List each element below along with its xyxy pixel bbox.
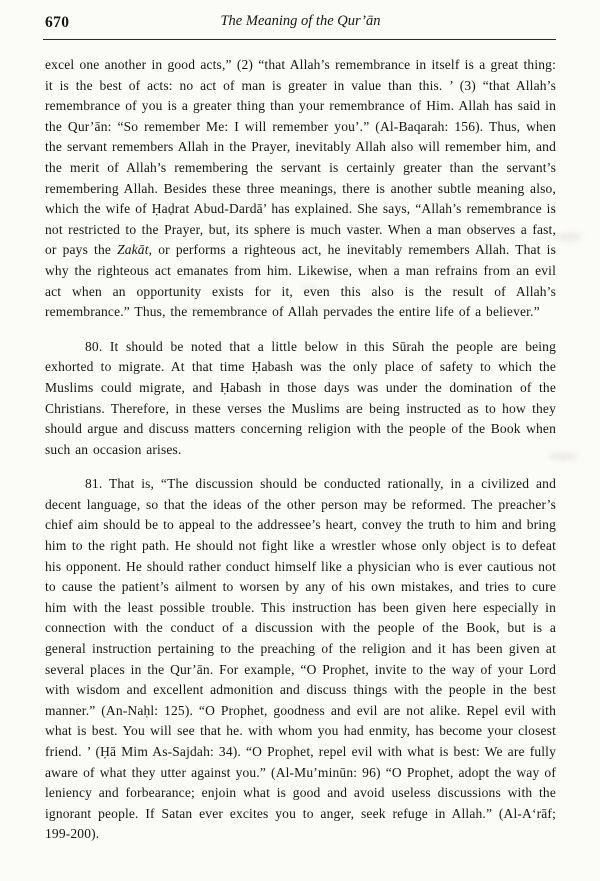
text-run: 81. That is, “The discussion should be conducted rationally, in a civilized and decent language, so that the ideas of the other person may be reformed. The preacher’s chief aim should be to appeal to the addressee’s heart, convey the truth to him and bring him to the right path. He should not fight like a wrestler whose only object is to defeat his opponent. He should rather conduct himself like a physician who is ever cautious not to cause the patient’s ailment to worsen by any of his own mistakes, and tries to cure him with the least possible trouble. This instruction has been given here especially in connection with the conduct of a discussion with the people of the Book, but is a general instruction pertaining to the preaching of the religion and it has been given at several places in the Qur’ān. For example, “O Prophet, invite to the way of your Lord with wisdom and excellent admonition and discuss things with the people in the best manner.” (An-Naḥl: 125). “O Prophet, goodness and evil are not alike. Repel evil with what is best. You will see that he. with whom you had enmity, has become your closest friend. ’ (Ḥā Mim As-Sajdah: 34). “O Prophet, repel evil with what is best: We are fully aware of what they utter against you.” (Al-Mu’minūn: 96) “O Prophet, adopt the way of leniency and forbearance; enjoin what is good and avoid useless discussions with the ignorant people. If Satan ever excites you to anger, seek refuge in Allah.” (Al-A‘rāf; 199-200). xyxy=(45,476,556,842)
text-run: excel one another in good acts,” (2) “that Allah’s remembrance in itself is a great thing: it is the best of acts: no act of man is greater in value than this. ’ (3) “that Allah’s remembrance of you is a greater thing than your remembrance of Him. Allah has said in the Qur’ān: “So remember Me: I will remember you’.” (Al-Baqarah: 156). Thus, when the servant remembers Allah in the Prayer, inevitably Allah also will remember him, and the merit of Allah’s remembering the servant is certainly greater than the servant’s remembering Allah. Besides these three meanings, there is another subtle meaning also, which the wife of Ḥaḍrat Abud-Dardā’ has explained. She says, “Allah’s remembrance is not restricted to the Prayer, but, its sphere is much vaster. When a man observes a fast, or pays the xyxy=(45,57,556,258)
paragraph xyxy=(45,474,556,845)
text-run: or performs a righteous act, he inevitably remembers Allah. That is why the righteous act emanates from him. Likewise, when a man refrains from an evil act when an opportunity exists for it, even this also is the result of Allah’s remembrance.” Thus, the remembrance of Allah pervades the entire life of a believer.” xyxy=(45,242,556,320)
paragraph xyxy=(45,55,556,323)
header-rule xyxy=(43,39,556,40)
scan-smudge xyxy=(556,232,582,242)
paragraph xyxy=(45,337,556,461)
page-header xyxy=(45,13,556,35)
page-number: 670 xyxy=(45,14,70,31)
italic-text-run: Zakāt, xyxy=(117,242,153,258)
page-body xyxy=(45,55,556,845)
running-title: The Meaning of the Qur’ān xyxy=(220,13,381,29)
text-run: 80. It should be noted that a little below in this Sūrah the people are being exhorted to migrate. At that time Ḥabash was the only place of safety to which the Muslims could migrate, and Ḥabash in those days was under the domination of the Christians. Therefore, in these verses the Muslims are being instructed as to how they should argue and discuss matters concerning religion with the people of the Book when such an occasion arises. xyxy=(45,338,556,457)
